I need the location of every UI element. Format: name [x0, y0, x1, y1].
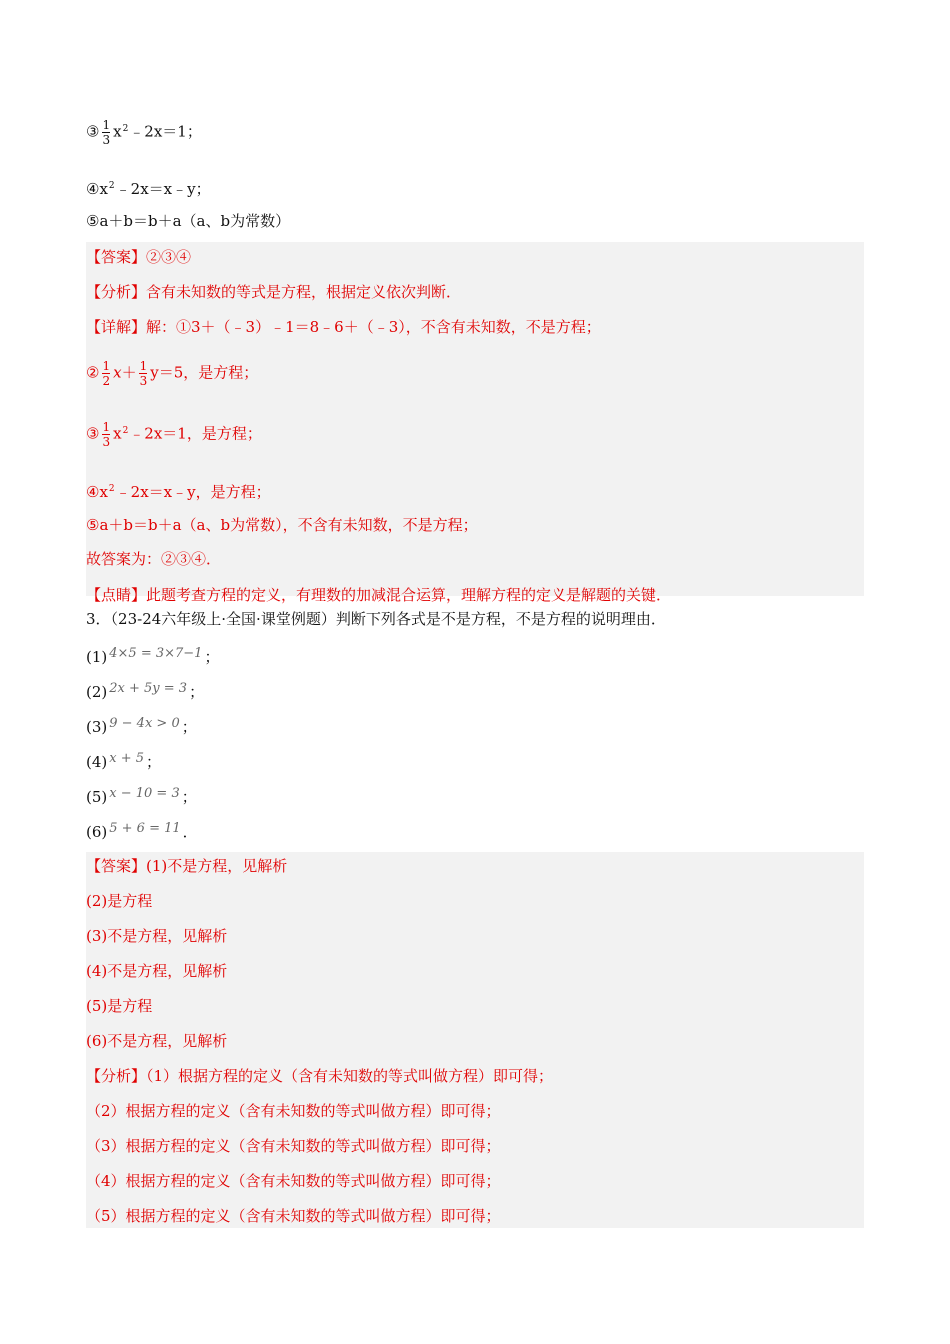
- detail-item-4: $④x^2﹣2x=x﹣y$，是方程；: [86, 483, 271, 501]
- analysis-line-2: （2）根据方程的定义（含有未知数的等式叫做方程）即可得；: [86, 1102, 501, 1120]
- prev-item-5: ⑤a＋b＝b＋a（a、b为常数）: [86, 212, 291, 230]
- detail-item-3: ③ $\frac{1}{3}$ $x^2﹣2x=1$，是方程；: [86, 420, 262, 449]
- answer-line-2: (2)是方程: [86, 892, 153, 910]
- fraction: $\frac{1}{3}$: [139, 359, 148, 388]
- analysis-line-5: （5）根据方程的定义（含有未知数的等式叫做方程）即可得；: [86, 1207, 501, 1225]
- conclusion-text: 故答案为：②③④．: [86, 550, 222, 568]
- answer-line-1: 【答案】(1)不是方程，见解析: [86, 857, 288, 875]
- answer-line-5: (5)是方程: [86, 997, 153, 1015]
- question-3-title: 3．（23-24六年级上·全国·课堂例题）判断下列各式是不是方程，不是方程的说明理由．: [86, 610, 666, 628]
- question-item-3: (3) 9 − 4x > 0 ；: [86, 716, 197, 736]
- comment-text: 【点睛】此题考查方程的定义，有理数的加减混合运算，理解方程的定义是解题的关键．: [86, 586, 672, 604]
- fraction: $\frac{1}{2}$: [102, 359, 111, 388]
- analysis-line-4: （4）根据方程的定义（含有未知数的等式叫做方程）即可得；: [86, 1172, 501, 1190]
- answer-line-4: (4)不是方程，见解析: [86, 962, 228, 980]
- analysis-line-1: 【分析】（1）根据方程的定义（含有未知数的等式叫做方程）即可得；: [86, 1067, 554, 1085]
- answer-label: 【答案】②③④: [86, 248, 192, 266]
- analysis-line-3: （3）根据方程的定义（含有未知数的等式叫做方程）即可得；: [86, 1137, 501, 1155]
- analysis-text: 【分析】含有未知数的等式是方程，根据定义依次判断．: [86, 283, 462, 301]
- answer-line-3: (3)不是方程，见解析: [86, 927, 228, 945]
- detail-item-5: ⑤a＋b＝b＋a（a、b为常数），不含有未知数，不是方程；: [86, 516, 478, 534]
- answer-box-1: [86, 242, 864, 604]
- question-item-5: (5) x − 10 = 3 ；: [86, 786, 197, 806]
- fraction: $\frac{1}{3}$: [102, 118, 111, 147]
- detail-item-2: ② $\frac{1}{2}$ x＋ $\frac{1}{3}$ y＝5，是方程；: [86, 359, 259, 388]
- question-item-4: (4) x + 5 ；: [86, 751, 162, 771]
- answer-box-3: [86, 852, 864, 1228]
- question-item-2: (2) 2x + 5y = 3 ；: [86, 681, 205, 701]
- prev-item-4: $④x^2﹣2x=x﹣y$；: [86, 180, 211, 198]
- detail-text: 【详解】解：①3＋（﹣3）﹣1＝8﹣6＋（﹣3），不含有未知数，不是方程；: [86, 318, 601, 336]
- question-item-1: (1) 4×5 = 3×7−1 ；: [86, 646, 220, 666]
- prev-item-3: ③ $\frac{1}{3}$ $x^2﹣2x=1$；: [86, 118, 202, 147]
- question-item-6: (6) 5 + 6 = 11 ．: [86, 821, 198, 841]
- answer-line-6: (6)不是方程，见解析: [86, 1032, 228, 1050]
- fraction: $\frac{1}{3}$: [102, 420, 111, 449]
